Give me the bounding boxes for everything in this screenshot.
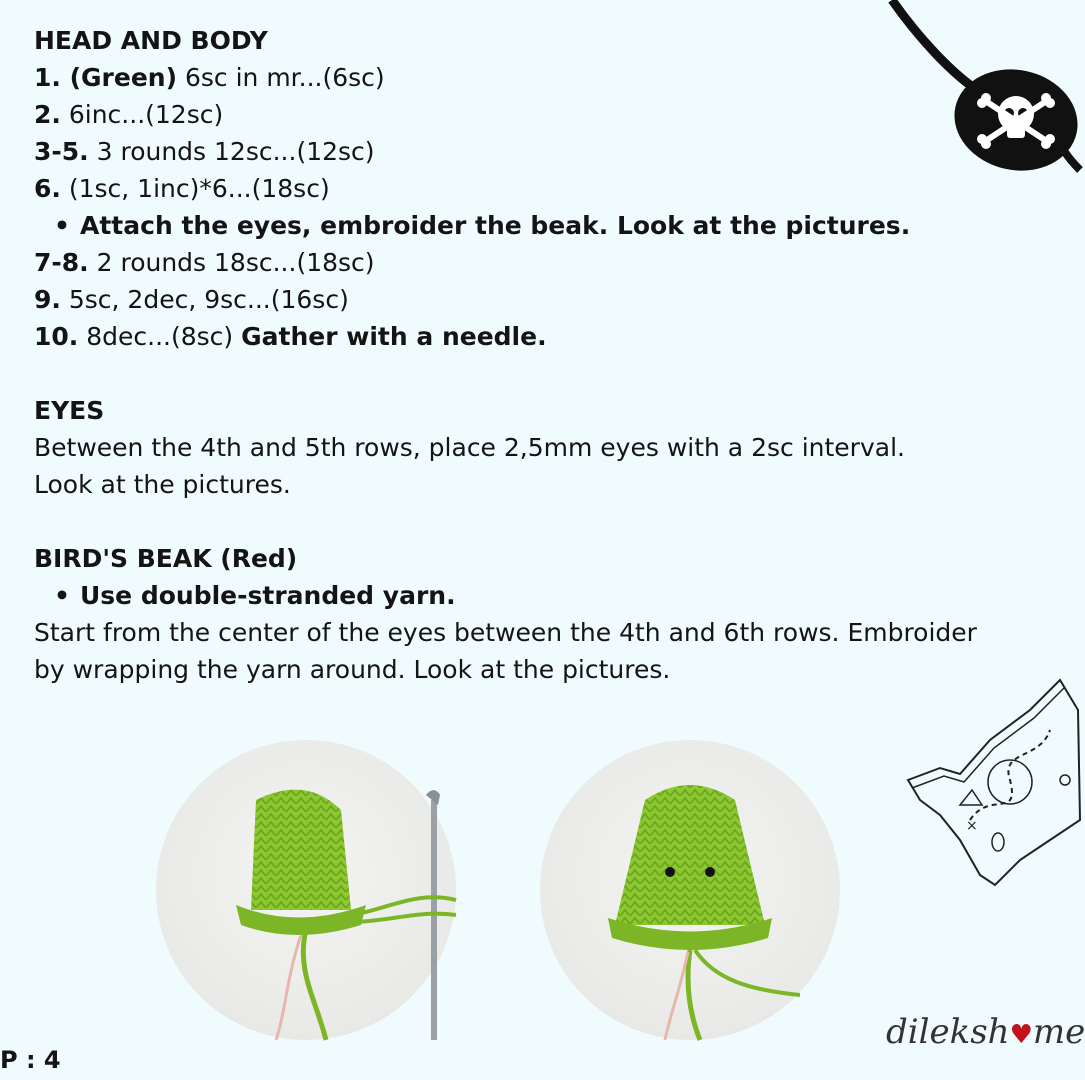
pattern-text: [34, 22, 1034, 688]
row-9: [34, 281, 1034, 318]
head-body-title: HEAD AND BODY: [34, 26, 268, 55]
beak-note: [34, 577, 1034, 614]
logo-text-start: dileksh: [886, 1012, 1010, 1052]
note-text: Attach the eyes, embroider the beak. Look at the pictures.: [80, 211, 911, 240]
row-text: 6sc in mr...(6sc): [177, 63, 385, 92]
eyes-title: EYES: [34, 396, 105, 425]
row-text: 3 rounds 12sc...(12sc): [88, 137, 375, 166]
note-text: Use double-stranded yarn.: [80, 581, 456, 610]
photo-crochet-body: [156, 740, 456, 1040]
row-number: 6.: [34, 174, 61, 203]
row-number: 9.: [34, 285, 61, 314]
attach-eyes-note: [34, 207, 1034, 244]
eyes-line-1: Between the 4th and 5th rows, place 2,5mm eyes with a 2sc interval.: [34, 433, 905, 462]
row-text: 8dec...(8sc): [78, 322, 242, 351]
row-3-5: [34, 133, 1034, 170]
brand-logo: [886, 1012, 1085, 1052]
beak-line-1: Start from the center of the eyes between the 4th and 6th rows. Embroider: [34, 618, 977, 647]
row-1: [34, 59, 1034, 96]
row-number: 7-8.: [34, 248, 89, 277]
row-emphasis: Gather with a needle.: [241, 322, 547, 351]
eyes-line-2: Look at the pictures.: [34, 470, 291, 499]
treasure-map-icon: [900, 670, 1080, 890]
row-10: [34, 318, 1034, 355]
row-number: 1. (Green): [34, 63, 178, 92]
row-text: 6inc...(12sc): [60, 100, 224, 129]
row-text: 2 rounds 18sc...(18sc): [88, 248, 375, 277]
row-7-8: [34, 244, 1034, 281]
logo-text-end: me: [1032, 1012, 1085, 1052]
beak-title: BIRD'S BEAK (Red): [34, 544, 298, 573]
page-number: P : 4: [0, 1046, 61, 1074]
heart-icon: ♥: [1009, 1020, 1033, 1050]
row-6: [34, 170, 1034, 207]
row-2: [34, 96, 1034, 133]
row-number: 3-5.: [34, 137, 89, 166]
row-number: 10.: [34, 322, 79, 351]
beak-line-2: by wrapping the yarn around. Look at the pictures.: [34, 655, 671, 684]
row-number: 2.: [34, 100, 61, 129]
bullet-dot: •: [54, 211, 70, 240]
bullet-dot: •: [54, 581, 70, 610]
row-text: (1sc, 1inc)*6...(18sc): [60, 174, 330, 203]
photo-crochet-with-eyes: [540, 740, 840, 1040]
row-text: 5sc, 2dec, 9sc...(16sc): [60, 285, 349, 314]
svg-text:×: ×: [966, 818, 978, 834]
